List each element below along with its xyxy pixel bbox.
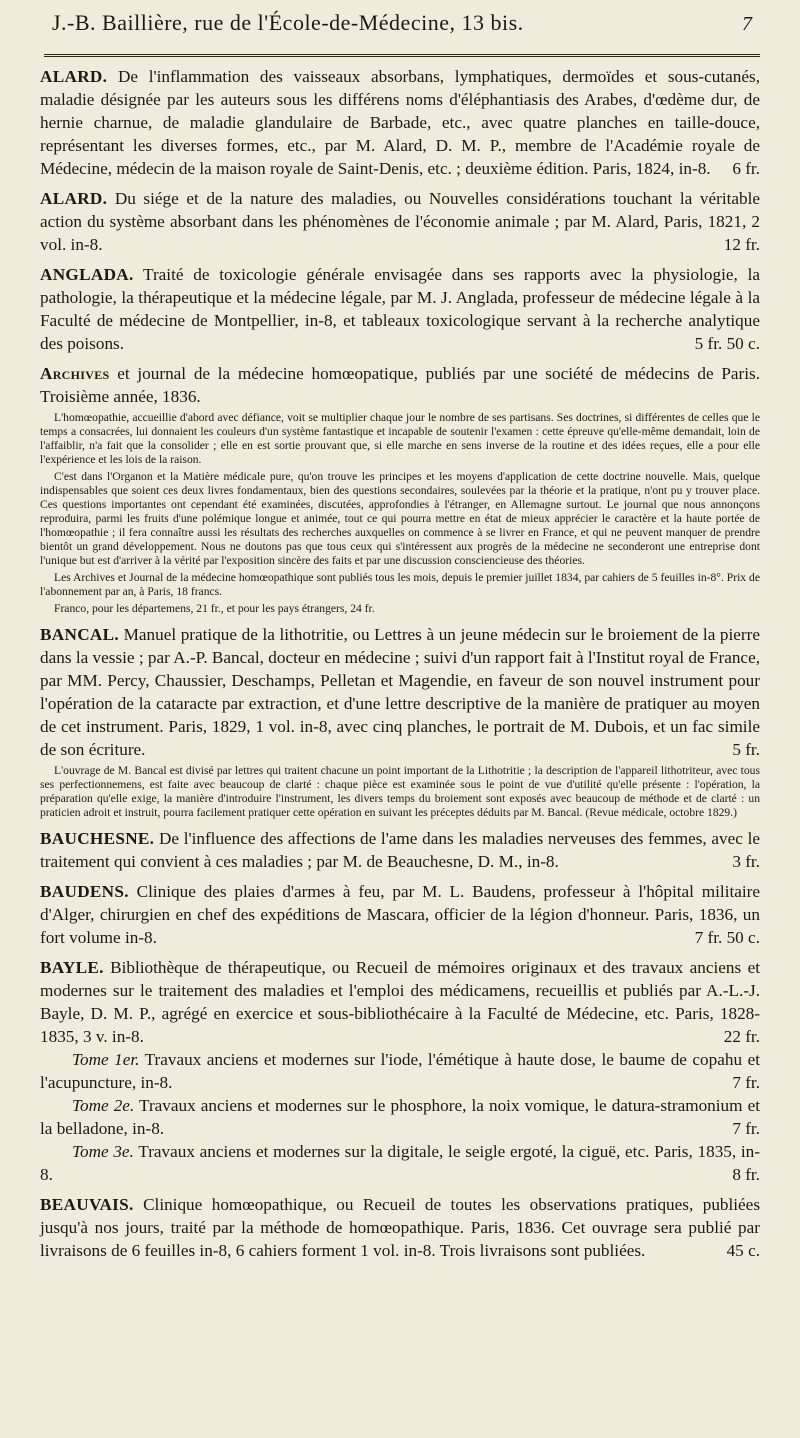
volume-line bbox=[40, 1140, 760, 1186]
entry-note: Franco, pour les départemens, 21 fr., et pour les pays étrangers, 24 fr. bbox=[54, 602, 375, 615]
entry-text bbox=[40, 623, 760, 761]
page-number: 7 bbox=[742, 13, 752, 35]
entry-headword: BAUCHESNE. bbox=[40, 829, 155, 848]
entry-text bbox=[40, 1193, 760, 1262]
entry-headword: BAYLE. bbox=[40, 958, 104, 977]
entry-text bbox=[40, 827, 760, 873]
entry-title: Manuel pratique de la lithotritie, ou Lettres à un jeune médecin sur le broiement de la pierre dans la vessie ; par A.-P. Bancal, docteur en médecine ; suivi d'un rapport fait à l'Institut royal de France, par MM. Percy, Chaussier, Deschamps, Pelletan et Magendie, en faveur de son nouvel instrument pour l'opération de la cataracte par extraction, et d'une lettre descriptive de la manière de pratiquer au moyen de cet instrument. Paris, 1829, 1 vol. in-8, avec cinq planches, le portrait de M. Dubois, et un fac simile de son écriture. bbox=[40, 625, 760, 759]
entry-note: Les Archives et Journal de la médecine homœopathique sont publiés tous les mois, depuis le premier juillet 1834, par cahiers de 5 feuilles in-8°. Prix de l'abonnement par an, à Paris, 18 francs. bbox=[40, 571, 760, 598]
catalogue-entry bbox=[40, 1193, 760, 1262]
entry-price: 3 fr. bbox=[732, 852, 760, 871]
entry-title: Bibliothèque de thérapeutique, ou Recueil de mémoires originaux et des travaux anciens et modernes sur le traitement des maladies et l'emploi des médicamens, recueillis et publiés par A.-L.-J. Bayle, D. M. P., agrégé en exercice et sous-bibliothécaire à la Faculté de Médecine, etc. Paris, 1828-1835, 3 v. in-8. bbox=[40, 958, 760, 1046]
catalogue-entry bbox=[40, 362, 760, 616]
entry-headword: ANGLADA. bbox=[40, 265, 134, 284]
entry-price: 5 fr. bbox=[732, 740, 760, 759]
entry-headword: ALARD. bbox=[40, 67, 108, 86]
entry-headword: BEAUVAIS. bbox=[40, 1195, 134, 1214]
header-rule bbox=[44, 54, 760, 57]
volume-line bbox=[40, 1048, 760, 1094]
catalogue-entry bbox=[40, 956, 760, 1186]
catalogue-entry bbox=[40, 187, 760, 256]
entry-title: De l'influence des affections de l'ame dans les maladies nerveuses des femmes, avec le traitement qui convient à ces maladies ; par M. de Beauchesne, D. M., in-8. bbox=[40, 829, 760, 871]
entry-text bbox=[40, 263, 760, 355]
catalogue-entry bbox=[40, 65, 760, 180]
entry-headword: Archives bbox=[40, 364, 110, 383]
entry-text bbox=[40, 65, 760, 180]
volume-line bbox=[40, 1094, 760, 1140]
entry-headword: BANCAL. bbox=[40, 625, 119, 644]
entry-title: Clinique des plaies d'armes à feu, par M. L. Baudens, professeur à l'hôpital militaire d'Alger, chirurgien en chef des expéditions de Mascara, officier de la légion d'honneur. Paris, 1836, un fort volume in-8. bbox=[40, 882, 760, 947]
entry-text bbox=[40, 880, 760, 949]
catalogue-entry bbox=[40, 880, 760, 949]
entry-price: 7 fr. 50 c. bbox=[694, 928, 760, 947]
entry-note: L'ouvrage de M. Bancal est divisé par lettres qui traitent chacune un point important de la Lithotritie ; la description de l'appareil lithotriteur, avec tous ses perfectionnemens, est faite avec beaucoup de clarté : chaque pièce est examinée sous le point de vue d'utilité qu'elle présente : l'opération, la préparation qu'elle exige, la manière d'introduire l'instrument, les divers temps du broiement sont exposés avec beaucoup de méthode et de clarté : un praticien adroit et instruit, pourra facilement pratiquer cette opération en suivant les préceptes déduits par M. Bancal. (Revue médicale, octobre 1829.) bbox=[40, 764, 760, 819]
volume-price: 7 fr. bbox=[732, 1073, 760, 1092]
catalogue-entries bbox=[40, 65, 760, 1262]
entry-price: 6 fr. bbox=[732, 159, 760, 178]
entry-price: 12 fr. bbox=[723, 235, 760, 254]
publisher-line: J.-B. Baillière, rue de l'École-de-Médecine, 13 bis. bbox=[52, 10, 524, 35]
entry-price: 22 fr. bbox=[723, 1027, 760, 1046]
volume-label: Tome 3e. bbox=[72, 1142, 134, 1161]
volume-text: Travaux anciens et modernes sur le phosphore, la noix vomique, le datura-stramonium et la belladone, in-8. bbox=[40, 1096, 760, 1138]
entry-title: De l'inflammation des vaisseaux absorbans, lymphatiques, dermoïdes et sous-cutanés, maladie désignée par les auteurs sous les différens noms d'éléphantiasis des Arabes, d'œdème dur, de hernie charnue, de maladie glandulaire de Barbade, etc., avec quatre planches en taille-douce, représentant les diverses formes, etc., par M. Alard, D. M. P., membre de l'Académie royale de Médecine, médecin de la maison royale de Saint-Denis, etc. ; deuxième édition. Paris, 1824, in-8. bbox=[40, 67, 760, 178]
entry-title: et journal de la médecine homœopatique, publiés par une société de médecins de Paris. Troisième année, 1836. bbox=[40, 364, 761, 406]
entry-title: Clinique homœopathique, ou Recueil de toutes les observations pratiques, publiées jusqu'à nos jours, traité par la méthode de homœopathique. Paris, 1836. Cet ouvrage sera publié par livraisons de 6 feuilles in-8, 6 cahiers forment 1 vol. in-8. Trois livraisons sont publiées. bbox=[40, 1195, 761, 1260]
entry-title: Du siége et de la nature des maladies, ou Nouvelles considérations touchant la véritable action du système absorbant dans les phénomènes de l'économie animale ; par M. Alard, Paris, 1821, 2 vol. in-8. bbox=[40, 189, 760, 254]
catalogue-entry bbox=[40, 263, 760, 355]
entry-price: 5 fr. 50 c. bbox=[694, 334, 760, 353]
volume-text: Travaux anciens et modernes sur l'iode, l'émétique à haute dose, le baume de copahu et l'acupuncture, in-8. bbox=[40, 1050, 760, 1092]
entry-text bbox=[40, 956, 760, 1048]
volume-price: 7 fr. bbox=[732, 1119, 760, 1138]
entry-price: 45 c. bbox=[726, 1241, 760, 1260]
running-head bbox=[40, 10, 760, 54]
catalogue-entry bbox=[40, 827, 760, 873]
volume-text: Travaux anciens et modernes sur la digitale, le seigle ergoté, la ciguë, etc. Paris, 1835, in-8. bbox=[40, 1142, 760, 1184]
volume-label: Tome 1er. bbox=[72, 1050, 140, 1069]
entry-headword: BAUDENS. bbox=[40, 882, 129, 901]
entry-note: C'est dans l'Organon et la Matière médicale pure, qu'on trouve les principes et les moyens d'application de cette doctrine nouvelle. Mais, quelque indispensables que soient ces deux livres fondamentaux, bien des questions secondaires, soulevées par la théorie et la pratique, n'ont pu y trouver place. Ces questions importantes ont cependant été examinées, discutées, approfondies à l'étranger, en Allemagne surtout. Le journal que nous annonçons reproduira, parmi les fruits d'une polémique longue et animée, tout ce qui pourra mettre en état de mieux apprécier le caractère et la haute portée de l'homœopathie ; il fera connaître aussi les résultats des recherches auxquelles on commence à se livrer en France, et qui ne peuvent manquer de prendre bientôt un grand développement. Nous ne doutons pas que tous ceux qui s'intéressent aux progrès de la médecine ne seconderont une entreprise dont l'unique but est d'arriver à la vérité par l'exposition sincère des faits et par une discussion consciencieuse des théories. bbox=[40, 470, 760, 567]
volume-price: 8 fr. bbox=[732, 1165, 760, 1184]
entry-headword: ALARD. bbox=[40, 189, 108, 208]
entry-title: Traité de toxicologie générale envisagée dans ses rapports avec la physiologie, la pathologie, la thérapeutique et la médecine légale, par M. J. Anglada, professeur de médecine légale à la Faculté de médecine de Montpellier, in-8, et tableaux toxicologique servant à la recherche analytique des poisons. bbox=[40, 265, 760, 353]
volume-label: Tome 2e. bbox=[72, 1096, 135, 1115]
catalogue-entry bbox=[40, 623, 760, 820]
entry-note: L'homœopathie, accueillie d'abord avec défiance, voit se multiplier chaque jour le nombre de ses partisans. Ses doctrines, si différentes de celles que le temps a consacrées, lui donnaient les couleurs d'un système fantastique et incapable de soutenir l'examen : cette épreuve qu'elle-même demandait, loin de l'affaiblir, n'a fait que la consolider ; elle en est sortie prouvant que, si elle marche en sens inverse de la routine et des idées reçues, elle a pour elle l'expérience et les lois de la raison. bbox=[40, 411, 760, 466]
entry-text bbox=[40, 187, 760, 256]
entry-text bbox=[40, 362, 760, 408]
